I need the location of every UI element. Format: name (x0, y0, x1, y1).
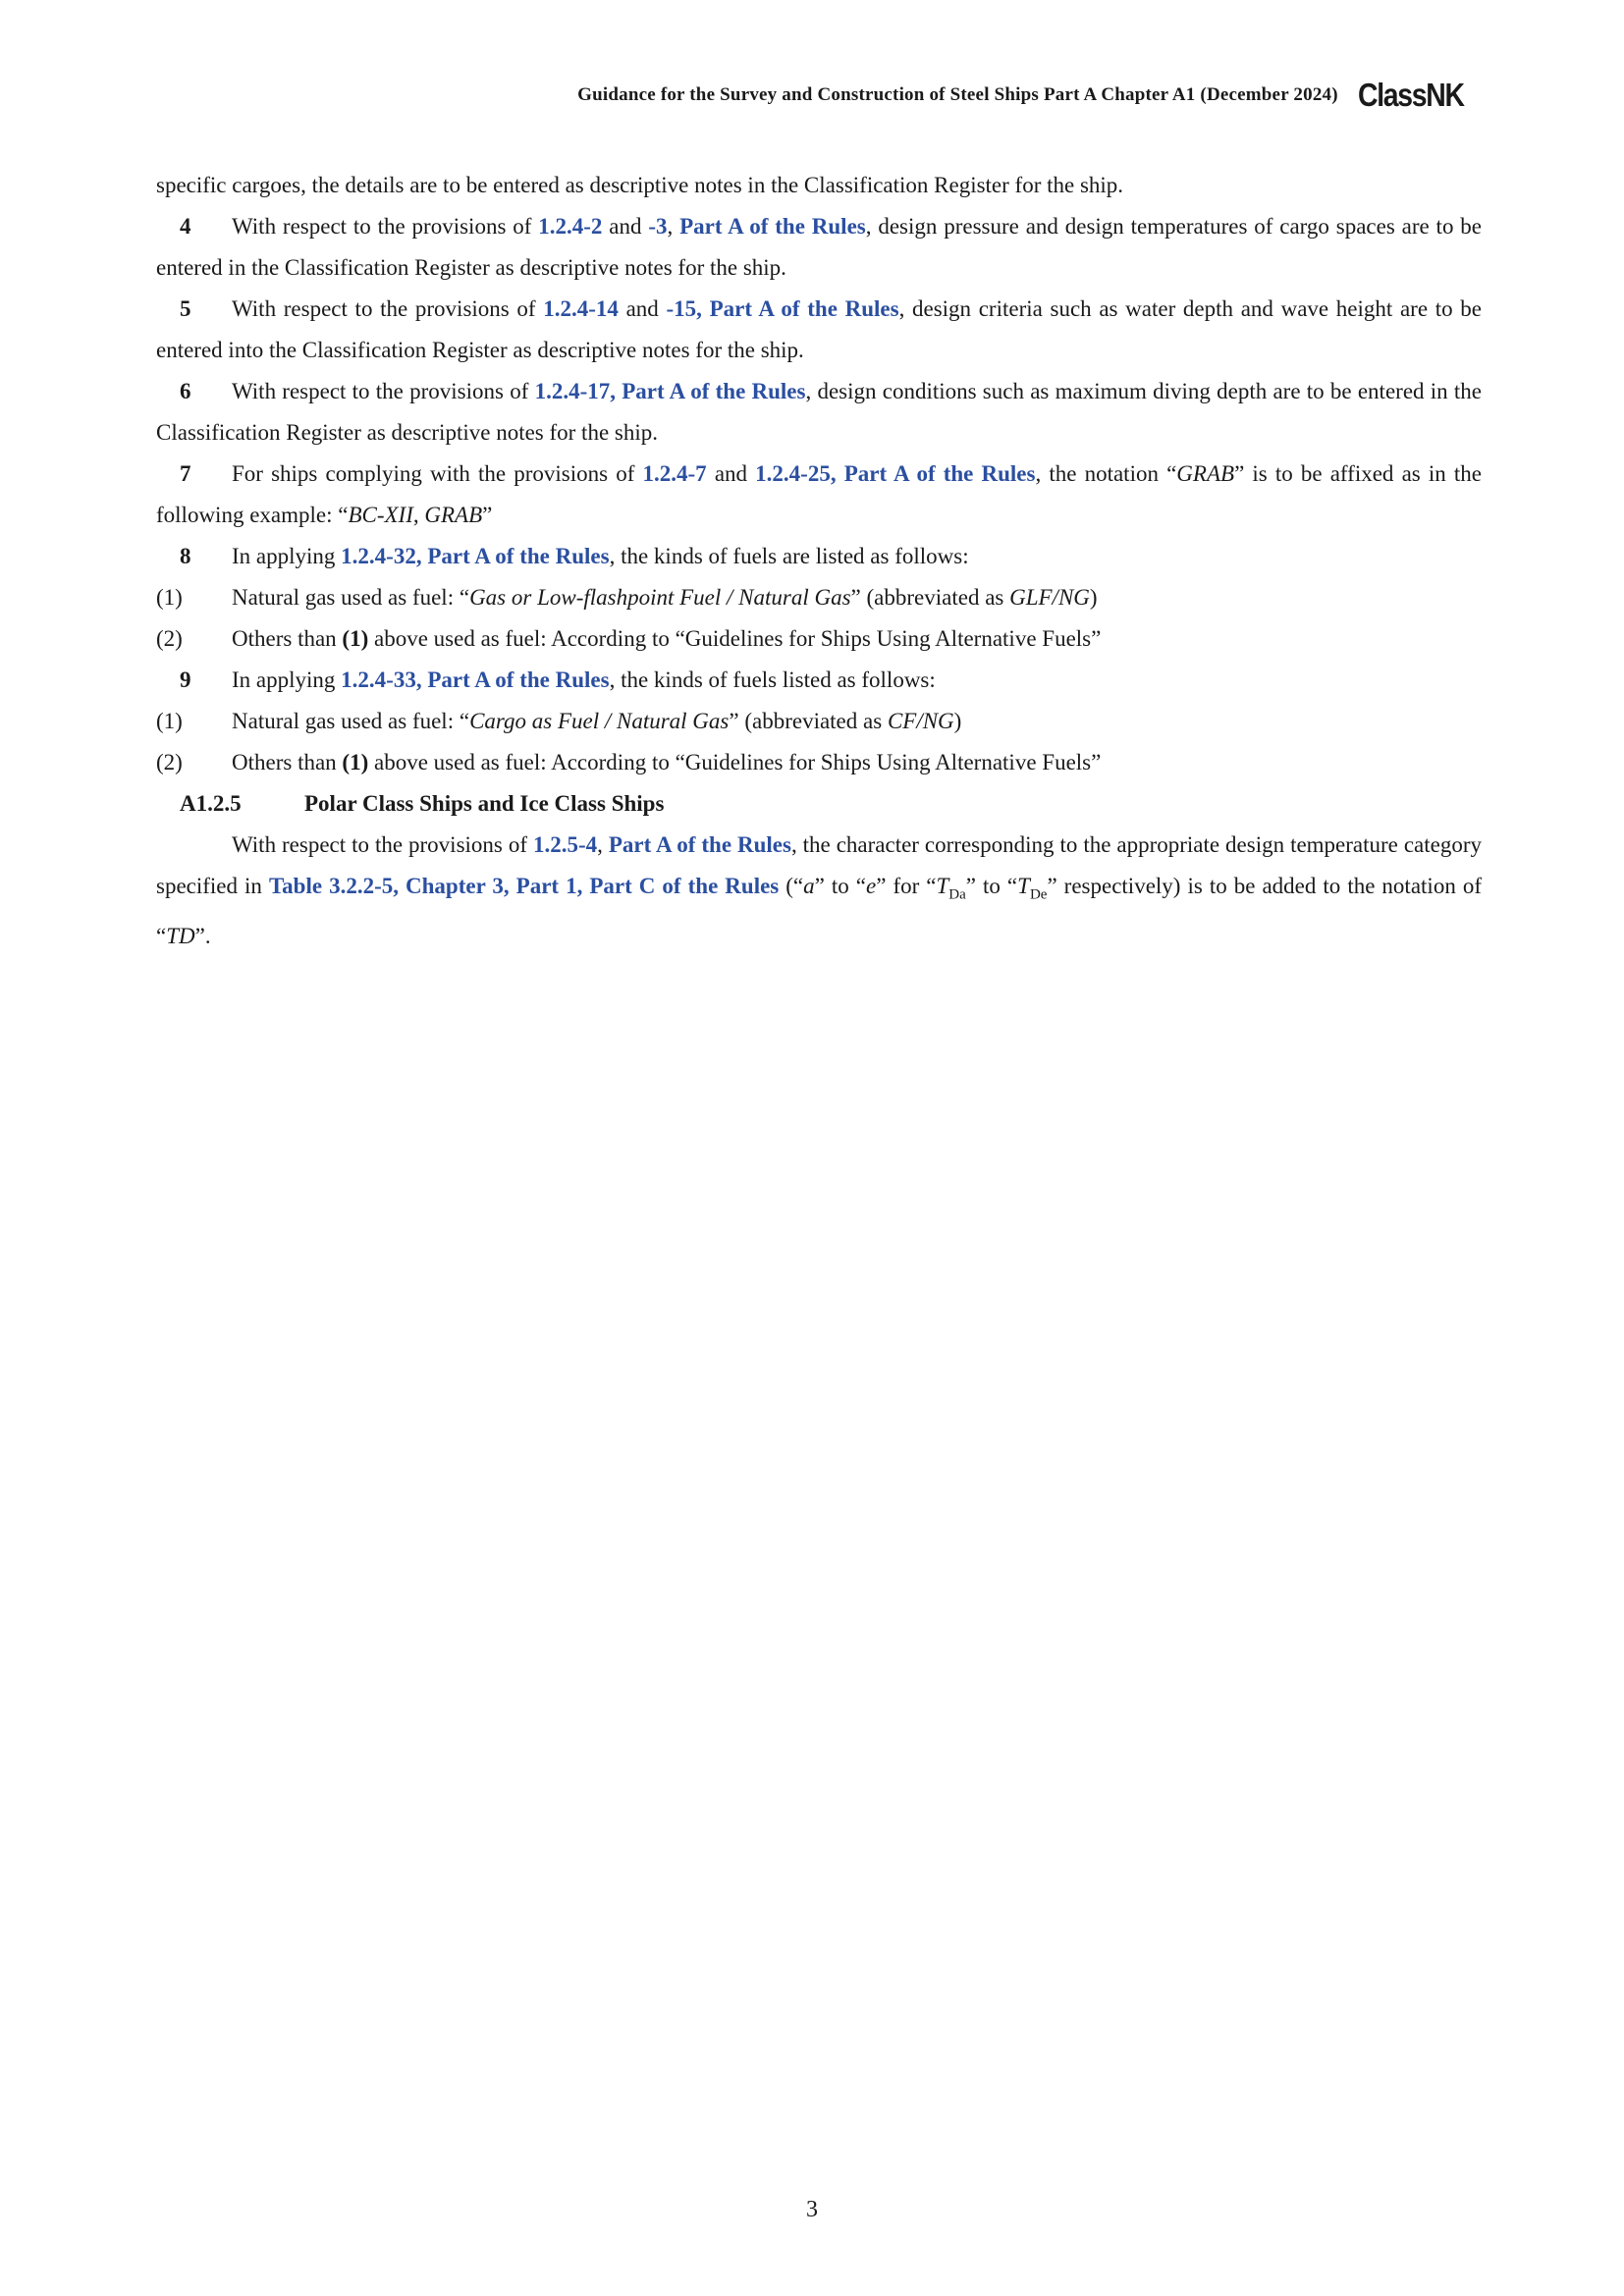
cross-reference-text: (1) (342, 626, 369, 651)
paragraph-number: 5 (180, 296, 191, 321)
paragraph-number: 4 (180, 214, 191, 239)
list-item (156, 577, 1482, 618)
paragraph-number: 9 (180, 667, 191, 692)
text: For ships complying with the provisions of (232, 461, 643, 486)
list-item-text (232, 577, 1098, 618)
rule-reference-link[interactable]: 1.2.5-4 (532, 832, 598, 857)
notation-text: T (936, 874, 949, 898)
text: and (706, 461, 756, 486)
text: above used as fuel: According to “Guidelines for Ships Using Alternative Fuels” (368, 750, 1102, 774)
page-number: 3 (806, 2197, 818, 2222)
text: In applying (232, 667, 342, 692)
subscript-text: De (1029, 886, 1048, 903)
text: In applying (232, 544, 342, 568)
paragraph-5 (156, 289, 1482, 371)
notation-text: e (866, 874, 877, 898)
notation-text: Gas or Low-flashpoint Fuel / Natural Gas (469, 585, 851, 610)
text: With respect to the provisions of (232, 214, 539, 239)
text: and (602, 214, 649, 239)
subscript-text: Da (948, 886, 966, 903)
notation-text: BC-XII (348, 503, 413, 527)
text: above used as fuel: According to “Guidelines for Ships Using Alternative Fuels” (368, 626, 1102, 651)
text: and (618, 296, 667, 321)
list-item-text (232, 618, 1101, 660)
text: , design conditions such as maximum diving depth are to be entered in the Classification Register as descriptive notes for the ship. (156, 379, 1482, 445)
text: ” is to be affixed as in the following example: “ (156, 461, 1482, 527)
continuation-paragraph (156, 165, 1482, 206)
cross-reference-text: (1) (342, 750, 369, 774)
notation-text: TD (166, 923, 195, 948)
list-item-label: (2) (156, 626, 183, 651)
page-header (577, 79, 1481, 111)
text: ” (abbreviated as (729, 709, 888, 733)
notation-text: CF/NG (887, 709, 954, 733)
list-item-label: (2) (156, 750, 183, 774)
text: , (412, 503, 425, 527)
rule-reference-link[interactable]: Part A of the Rules (608, 832, 791, 857)
rule-reference-link[interactable]: 1.2.4-33, Part A of the Rules (341, 667, 610, 692)
paragraph-7 (156, 454, 1482, 536)
text: ” (abbreviated as (850, 585, 1010, 610)
rule-reference-link[interactable]: 1.2.4-25, Part A of the Rules (755, 461, 1036, 486)
notation-text: T (1017, 874, 1030, 898)
rule-reference-link[interactable]: -15, Part A of the Rules (666, 296, 899, 321)
text: Natural gas used as fuel: “ (232, 585, 470, 610)
section-title: Polar Class Ships and Ice Class Ships (304, 791, 665, 816)
list-item-text (232, 701, 961, 742)
rule-reference-link[interactable]: 1.2.4-14 (543, 296, 619, 321)
text: With respect to the provisions of (232, 832, 533, 857)
text: Natural gas used as fuel: “ (232, 709, 470, 733)
section-paragraph (156, 825, 1482, 957)
paragraph-8 (156, 536, 1482, 577)
paragraph-number: 7 (180, 461, 191, 486)
rule-reference-link[interactable]: 1.2.4-17, Part A of the Rules (534, 379, 806, 403)
text: , the kinds of fuels listed as follows: (609, 667, 936, 692)
list-item (156, 742, 1482, 783)
text: , design pressure and design temperatures of cargo spaces are to be entered in the Classification Register as descriptive notes for the ship. (156, 214, 1482, 280)
notation-text: GLF/NG (1009, 585, 1090, 610)
text: ” to “ (814, 874, 866, 898)
text: Others than (232, 626, 343, 651)
rule-reference-link[interactable]: 1.2.4-32, Part A of the Rules (341, 544, 610, 568)
text: ) (953, 709, 962, 733)
text: ) (1089, 585, 1098, 610)
document-body (156, 165, 1482, 957)
text: (“ (779, 874, 804, 898)
rule-reference-link[interactable]: Part A of the Rules (679, 214, 866, 239)
notation-text: GRAB (1176, 461, 1235, 486)
list-item (156, 618, 1482, 660)
text: ” to “ (965, 874, 1018, 898)
text: , (667, 214, 680, 239)
text: , (597, 832, 609, 857)
paragraph-9 (156, 660, 1482, 701)
notation-text: Cargo as Fuel / Natural Gas (469, 709, 730, 733)
text: Others than (232, 750, 343, 774)
section-heading (156, 783, 1482, 825)
notation-text: GRAB (424, 503, 483, 527)
text: With respect to the provisions of (232, 296, 544, 321)
text: ” (482, 503, 493, 527)
section-number: A1.2.5 (180, 791, 242, 816)
table-reference-link[interactable]: Table 3.2.2-5, Chapter 3, Part 1, Part C of the Rules (268, 874, 780, 898)
text: , the character corresponding to the appropriate design temperature category specified in (156, 832, 1483, 898)
list-item-label: (1) (156, 585, 183, 610)
paragraph-6 (156, 371, 1482, 454)
text: With respect to the provisions of (232, 379, 535, 403)
list-item-label: (1) (156, 709, 183, 733)
text: , the kinds of fuels are listed as follows: (609, 544, 969, 568)
text: ”. (194, 923, 211, 948)
paragraph-number: 6 (180, 379, 191, 403)
paragraph-number: 8 (180, 544, 191, 568)
paragraph-4 (156, 206, 1482, 289)
text: ” for “ (876, 874, 937, 898)
classnk-logo: ClassNK (1357, 77, 1464, 113)
header-title: Guidance for the Survey and Construction of Steel Ships Part A Chapter A1 (December 2024) (577, 83, 1338, 105)
text: , design criteria such as water depth and wave height are to be entered into the Classification Register as descriptive notes for the ship. (156, 296, 1482, 362)
list-item-text (232, 742, 1101, 783)
notation-text: a (803, 874, 815, 898)
continuation-text: specific cargoes, the details are to be entered as descriptive notes in the Classification Register for the ship. (156, 173, 1124, 197)
rule-reference-link[interactable]: 1.2.4-7 (642, 461, 707, 486)
list-item (156, 701, 1482, 742)
rule-reference-link[interactable]: -3 (648, 214, 668, 239)
text: , the notation “ (1035, 461, 1177, 486)
text: ” respectively) is to be added to the notation of “ (156, 874, 1482, 948)
rule-reference-link[interactable]: 1.2.4-2 (538, 214, 603, 239)
